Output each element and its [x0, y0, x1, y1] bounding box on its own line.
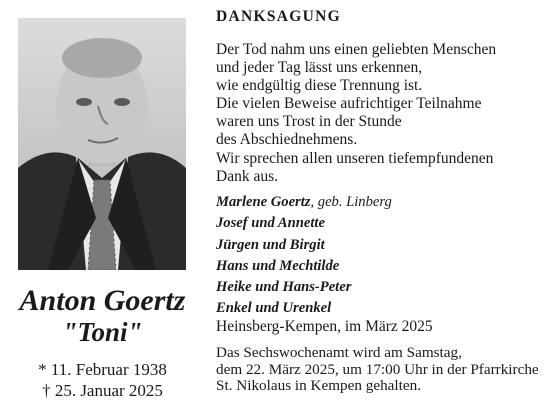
mourner-entry: Heike und Hans-Peter [216, 279, 352, 296]
text-line: Das Sechswochenamt wird am Samstag, [216, 344, 462, 361]
text-line: und jeder Tag lässt uns erkennen, [216, 59, 423, 76]
mourner-entry: Enkel und Urenkel [216, 300, 332, 317]
mourner-entry: Jürgen und Birgit [216, 236, 325, 253]
service-announcement [216, 345, 539, 395]
death-date: † 25. Januar 2025 [42, 381, 163, 400]
text-line: Dank aus. [216, 168, 278, 185]
mourners-list [216, 192, 392, 320]
notice-heading: DANKSAGUNG [216, 8, 341, 25]
portrait-illustration [18, 18, 186, 270]
portrait-photo [18, 18, 186, 270]
text-line: waren uns Trost in der Stunde [216, 113, 402, 130]
deceased-name: Anton Goertz [19, 284, 186, 317]
mourner-entry: Hans und Mechtilde [216, 257, 340, 274]
life-dates [0, 359, 205, 401]
mourner-entry [216, 192, 392, 213]
text-line: des Abschiednehmens. [216, 131, 358, 148]
paragraph-3 [216, 150, 493, 186]
paragraph-1 [216, 41, 496, 95]
text-line: Wir sprechen allen unseren tiefempfundenen [216, 150, 494, 167]
birth-date: * 11. Februar 1938 [38, 360, 167, 379]
text-line: Der Tod nahm uns einen geliebten Menschen [216, 41, 497, 58]
deceased-info [0, 285, 205, 401]
text-line: dem 22. März 2025, um 17:00 Uhr in der Pfarrkirche [216, 360, 539, 378]
mourner-note: , geb. Linberg [310, 194, 392, 210]
text-line: Die vielen Beweise aufrichtiger Teilnahme [216, 95, 482, 112]
mourner-name: Marlene Goertz [216, 194, 311, 210]
text-line: St. Nikolaus in Kempen gehalten. [216, 377, 421, 394]
text-line: wie endgültig diese Trennung ist. [216, 77, 423, 94]
place-date: Heinsberg-Kempen, im März 2025 [216, 318, 433, 335]
paragraph-2 [216, 95, 481, 149]
mourner-entry: Josef und Annette [216, 215, 325, 232]
deceased-nickname: "Toni" [62, 317, 143, 347]
